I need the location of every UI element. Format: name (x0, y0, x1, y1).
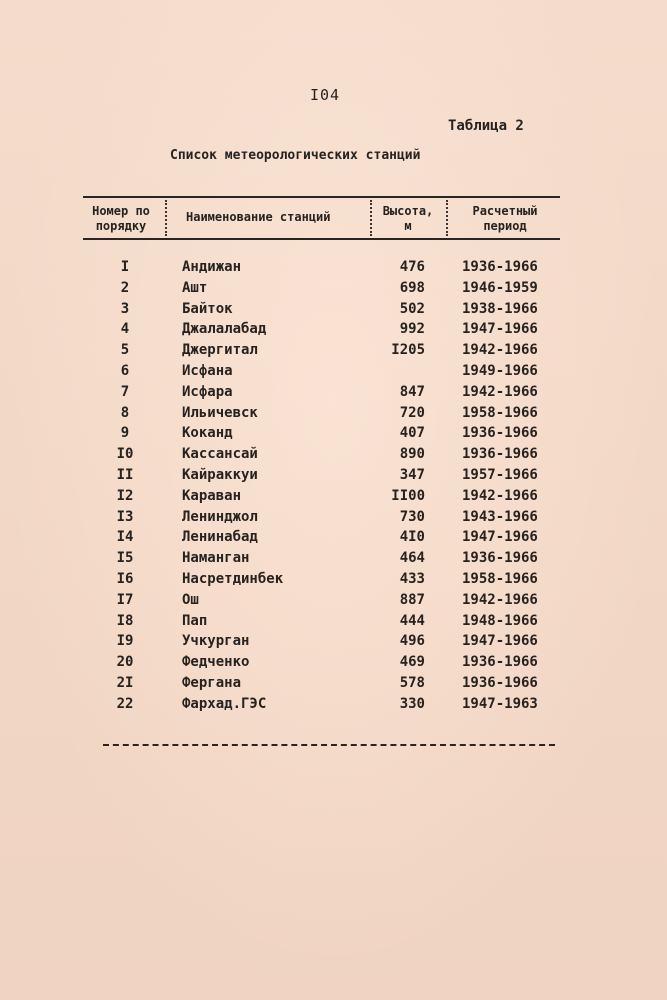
station-number: 6 (120, 362, 130, 379)
station-name: Исфара (182, 383, 233, 400)
station-height: 4I0 (399, 529, 425, 546)
table-row (0, 589, 667, 610)
station-height: 407 (399, 425, 425, 442)
station-period: 1947-1963 (462, 695, 538, 712)
column-separator (370, 200, 372, 236)
station-number: I6 (116, 570, 134, 587)
table-body (0, 256, 667, 714)
station-name: Кассансай (182, 446, 258, 463)
station-name: Фархад.ГЭС (182, 695, 267, 712)
station-period: 1936-1966 (462, 425, 538, 442)
table-row (0, 256, 667, 277)
table-row (0, 381, 667, 402)
table-title: Список метеорологических станций (170, 148, 421, 163)
table-row (0, 422, 667, 443)
station-period: 1947-1966 (462, 529, 538, 546)
station-height: 992 (399, 321, 425, 338)
station-period: 1957-1966 (462, 466, 538, 483)
station-name: Караван (182, 487, 242, 504)
station-height: 720 (399, 404, 425, 421)
station-height: 847 (399, 383, 425, 400)
station-period: 1942-1966 (462, 383, 538, 400)
column-separator (165, 200, 167, 236)
station-number: 9 (120, 425, 130, 442)
station-name: Наманган (182, 550, 250, 567)
station-name: Ленинабад (182, 529, 258, 546)
station-height: 496 (399, 633, 425, 650)
station-number: 8 (120, 404, 130, 421)
station-number: 7 (120, 383, 130, 400)
station-name: Коканд (182, 425, 233, 442)
station-period: 1942-1966 (462, 342, 538, 359)
station-number: 3 (120, 300, 130, 317)
station-name: Учкурган (182, 633, 250, 650)
station-height: 330 (399, 695, 425, 712)
table-row (0, 318, 667, 339)
header-height-line2: м (404, 219, 412, 233)
header-number-line2: порядку (95, 219, 147, 233)
station-height: 433 (399, 570, 425, 587)
station-period: 1947-1966 (462, 321, 538, 338)
table-row (0, 402, 667, 423)
table-row (0, 672, 667, 693)
station-name: Исфана (182, 362, 233, 379)
station-period: 1958-1966 (462, 404, 538, 421)
station-number: 5 (120, 342, 130, 359)
header-height-line1: Высота, (382, 204, 434, 218)
station-name: Джергитал (182, 342, 258, 359)
table-row (0, 506, 667, 527)
station-name: Фергана (182, 674, 242, 691)
page-number: I04 (310, 86, 341, 104)
station-period: 1936-1966 (462, 550, 538, 567)
station-height: 347 (399, 466, 425, 483)
station-period: 1949-1966 (462, 362, 538, 379)
station-period: 1936-1966 (462, 259, 538, 275)
station-period: 1936-1966 (462, 674, 538, 691)
station-number: 2 (120, 279, 130, 296)
table-row (0, 443, 667, 464)
header-height (375, 204, 441, 234)
table-header-rule (83, 238, 560, 240)
station-period: 1958-1966 (462, 570, 538, 587)
header-period (452, 204, 558, 234)
station-height: 730 (399, 508, 425, 525)
station-period: 1938-1966 (462, 300, 538, 317)
station-height: 476 (399, 259, 425, 275)
table-row (0, 630, 667, 651)
station-number: 20 (116, 654, 134, 671)
station-period: 1942-1966 (462, 487, 538, 504)
station-number: I2 (116, 487, 134, 504)
station-height: II00 (391, 487, 425, 504)
station-number: I7 (116, 591, 134, 608)
station-height: 464 (399, 550, 425, 567)
station-period: 1948-1966 (462, 612, 538, 629)
table-row (0, 485, 667, 506)
table-label: Таблица 2 (448, 118, 524, 134)
station-height: 469 (399, 654, 425, 671)
station-number: I3 (116, 508, 134, 525)
station-height: 887 (399, 591, 425, 608)
station-period: 1943-1966 (462, 508, 538, 525)
station-height: 444 (399, 612, 425, 629)
station-name: Ашт (182, 279, 208, 296)
table-top-rule (83, 196, 560, 198)
station-period: 1936-1966 (462, 446, 538, 463)
station-name: Джалалабад (182, 321, 267, 338)
station-number: II (116, 466, 134, 483)
table-row (0, 651, 667, 672)
dashed-separator (103, 744, 555, 746)
station-number: 2I (116, 674, 134, 691)
station-height: 578 (399, 674, 425, 691)
station-period: 1942-1966 (462, 591, 538, 608)
table-row (0, 298, 667, 319)
station-number: 22 (116, 695, 134, 712)
station-name: Байток (182, 300, 233, 317)
station-period: 1936-1966 (462, 654, 538, 671)
station-name: Пап (182, 612, 208, 629)
station-height: 890 (399, 446, 425, 463)
station-period: 1947-1966 (462, 633, 538, 650)
station-height: I205 (391, 342, 425, 359)
header-number (84, 204, 158, 234)
table-row (0, 610, 667, 631)
station-number: 4 (120, 321, 130, 338)
header-period-line2: период (483, 219, 527, 233)
station-name: Андижан (182, 259, 242, 275)
table-row (0, 526, 667, 547)
table-row (0, 339, 667, 360)
station-name: Ленинджол (182, 508, 258, 525)
header-name: Наименование станций (186, 210, 331, 224)
station-number: I4 (116, 529, 134, 546)
column-separator (446, 200, 448, 236)
table-row (0, 277, 667, 298)
station-height: 698 (399, 279, 425, 296)
station-name: Насретдинбек (182, 570, 284, 587)
table-row (0, 568, 667, 589)
table-row (0, 693, 667, 714)
table-row (0, 360, 667, 381)
table-row (0, 547, 667, 568)
station-name: Ош (182, 591, 199, 608)
station-number: I0 (116, 446, 134, 463)
table-row (0, 464, 667, 485)
header-number-line1: Номер по (92, 204, 150, 218)
station-height: 502 (399, 300, 425, 317)
station-name: Федченко (182, 654, 250, 671)
station-number: I9 (116, 633, 134, 650)
station-number: I5 (116, 550, 134, 567)
station-number: I8 (116, 612, 134, 629)
station-period: 1946-1959 (462, 279, 538, 296)
station-name: Кайраккуи (182, 466, 258, 483)
header-period-line1: Расчетный (472, 204, 538, 218)
station-number: I (120, 259, 130, 275)
station-name: Ильичевск (182, 404, 258, 421)
